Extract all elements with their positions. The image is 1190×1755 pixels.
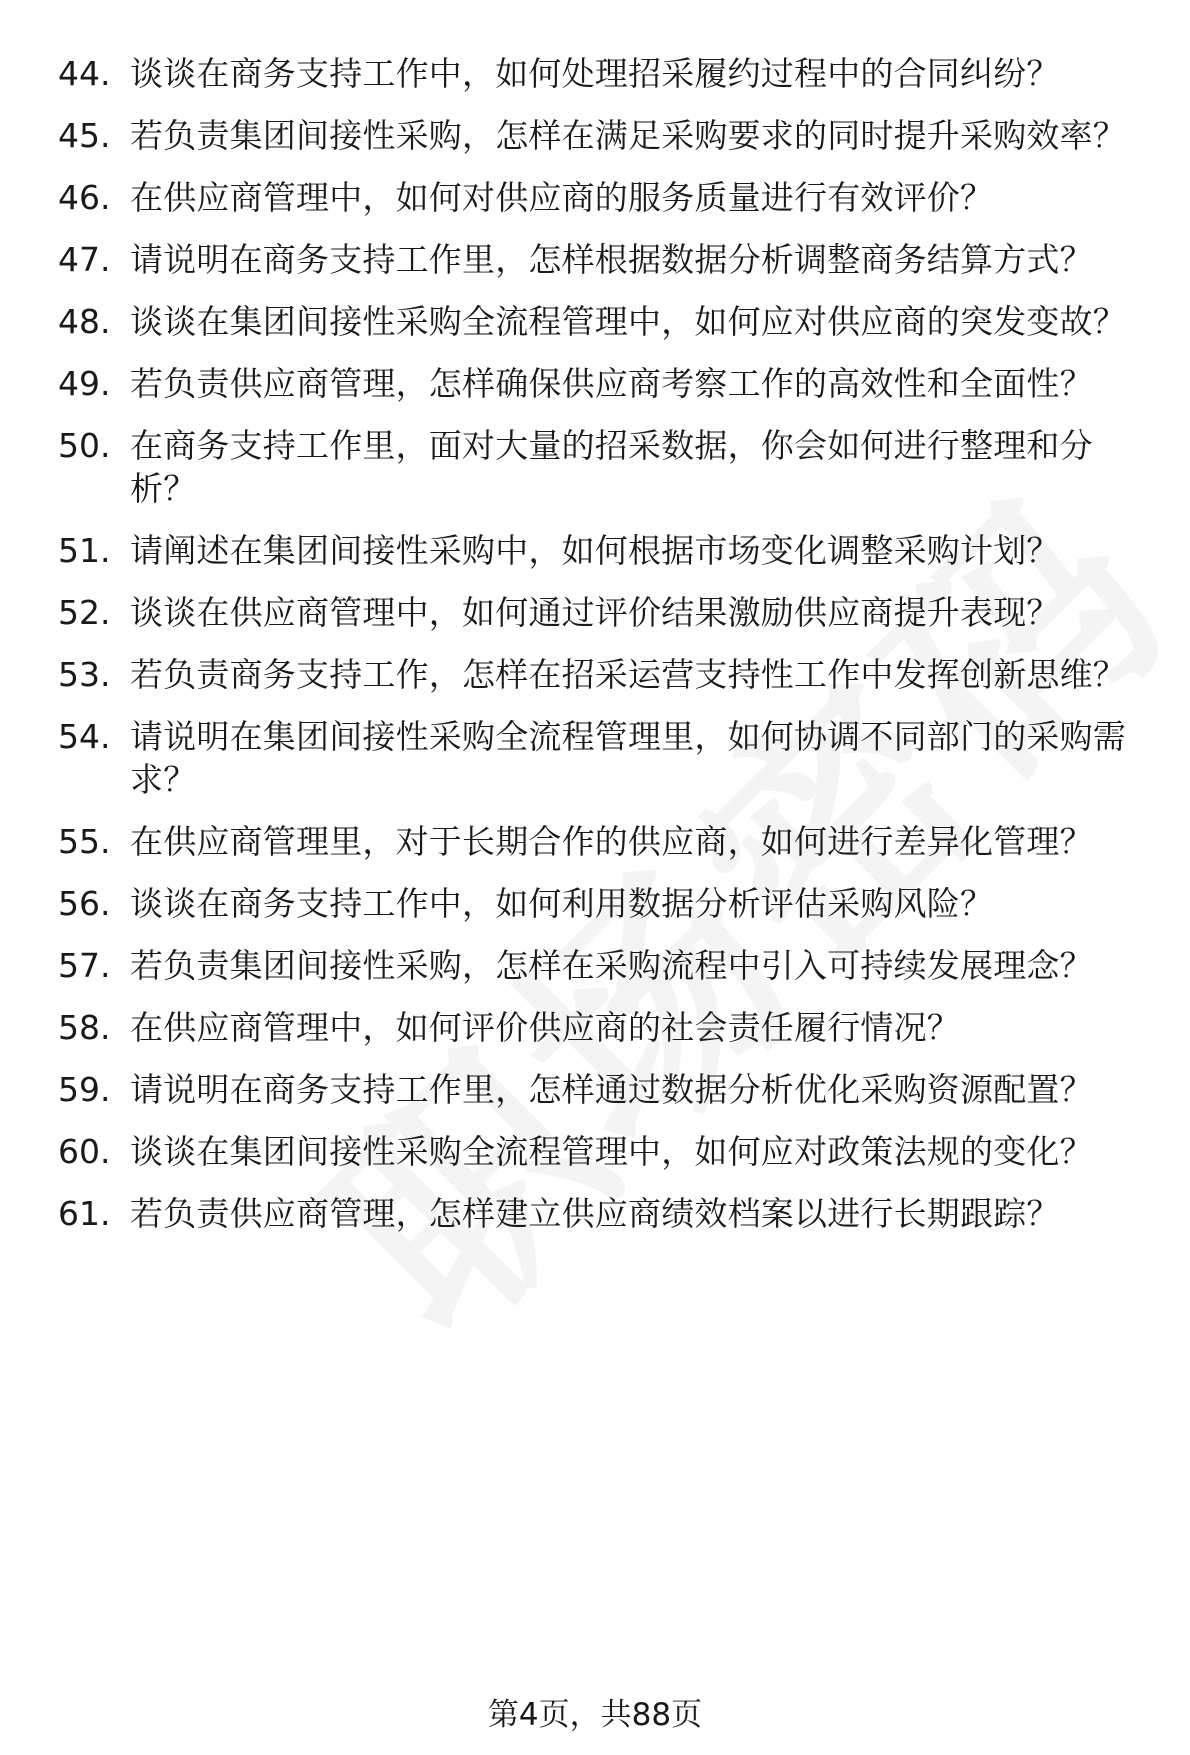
question-item bbox=[58, 944, 1148, 987]
question-text: 请说明在集团间接性采购全流程管理里，如何协调不同部门的采购需求？ bbox=[130, 717, 1126, 799]
question-text: 请说明在商务支持工作里，怎样根据数据分析调整商务结算方式？ bbox=[130, 240, 1093, 279]
question-text: 在供应商管理中，如何评价供应商的社会责任履行情况？ bbox=[130, 1008, 960, 1047]
question-item bbox=[58, 1068, 1148, 1111]
question-number: 53. bbox=[58, 655, 111, 694]
question-number: 59. bbox=[58, 1070, 111, 1109]
question-text: 谈谈在商务支持工作中，如何利用数据分析评估采购风险？ bbox=[130, 884, 994, 923]
question-item bbox=[58, 653, 1148, 696]
question-text: 在供应商管理里，对于长期合作的供应商，如何进行差异化管理？ bbox=[130, 822, 1093, 861]
question-item bbox=[58, 715, 1148, 801]
question-item bbox=[58, 1130, 1148, 1173]
question-item bbox=[58, 300, 1148, 343]
question-number: 52. bbox=[58, 593, 111, 632]
question-item bbox=[58, 882, 1148, 925]
question-item bbox=[58, 362, 1148, 405]
question-number: 47. bbox=[58, 240, 111, 279]
question-item bbox=[58, 820, 1148, 863]
question-number: 58. bbox=[58, 1008, 111, 1047]
question-text: 在商务支持工作里，面对大量的招采数据，你会如何进行整理和分析？ bbox=[130, 426, 1093, 508]
question-number: 49. bbox=[58, 364, 111, 403]
question-number: 56. bbox=[58, 884, 111, 923]
question-item bbox=[58, 424, 1148, 510]
question-item bbox=[58, 176, 1148, 219]
question-item bbox=[58, 238, 1148, 281]
question-list bbox=[58, 52, 1148, 1254]
question-text: 若负责集团间接性采购，怎样在满足采购要求的同时提升采购效率？ bbox=[130, 116, 1126, 155]
question-text: 谈谈在集团间接性采购全流程管理中，如何应对供应商的突发变故？ bbox=[130, 302, 1126, 341]
question-item bbox=[58, 52, 1148, 95]
question-number: 51. bbox=[58, 531, 111, 570]
question-number: 55. bbox=[58, 822, 111, 861]
question-text: 若负责商务支持工作，怎样在招采运营支持性工作中发挥创新思维？ bbox=[130, 655, 1126, 694]
question-number: 48. bbox=[58, 302, 111, 341]
question-text: 谈谈在商务支持工作中，如何处理招采履约过程中的合同纠纷？ bbox=[130, 54, 1060, 93]
question-text: 请说明在商务支持工作里，怎样通过数据分析优化采购资源配置？ bbox=[130, 1070, 1093, 1109]
question-text: 谈谈在供应商管理中，如何通过评价结果激励供应商提升表现？ bbox=[130, 593, 1060, 632]
question-text: 请阐述在集团间接性采购中，如何根据市场变化调整采购计划？ bbox=[130, 531, 1060, 570]
question-number: 57. bbox=[58, 946, 111, 985]
question-number: 46. bbox=[58, 178, 111, 217]
question-item bbox=[58, 529, 1148, 572]
question-text: 若负责供应商管理，怎样建立供应商绩效档案以进行长期跟踪？ bbox=[130, 1194, 1060, 1233]
page-number-footer: 第4页，共88页 bbox=[487, 1697, 703, 1733]
question-item bbox=[58, 1006, 1148, 1049]
question-text: 若负责集团间接性采购，怎样在采购流程中引入可持续发展理念？ bbox=[130, 946, 1093, 985]
question-number: 54. bbox=[58, 717, 111, 756]
question-item bbox=[58, 591, 1148, 634]
question-text: 谈谈在集团间接性采购全流程管理中，如何应对政策法规的变化？ bbox=[130, 1132, 1093, 1171]
question-number: 50. bbox=[58, 426, 111, 465]
question-number: 60. bbox=[58, 1132, 111, 1171]
question-number: 45. bbox=[58, 116, 111, 155]
question-item bbox=[58, 114, 1148, 157]
question-item bbox=[58, 1192, 1148, 1235]
question-number: 44. bbox=[58, 54, 111, 93]
question-text: 在供应商管理中，如何对供应商的服务质量进行有效评价？ bbox=[130, 178, 994, 217]
question-number: 61. bbox=[58, 1194, 111, 1233]
question-text: 若负责供应商管理，怎样确保供应商考察工作的高效性和全面性？ bbox=[130, 364, 1093, 403]
